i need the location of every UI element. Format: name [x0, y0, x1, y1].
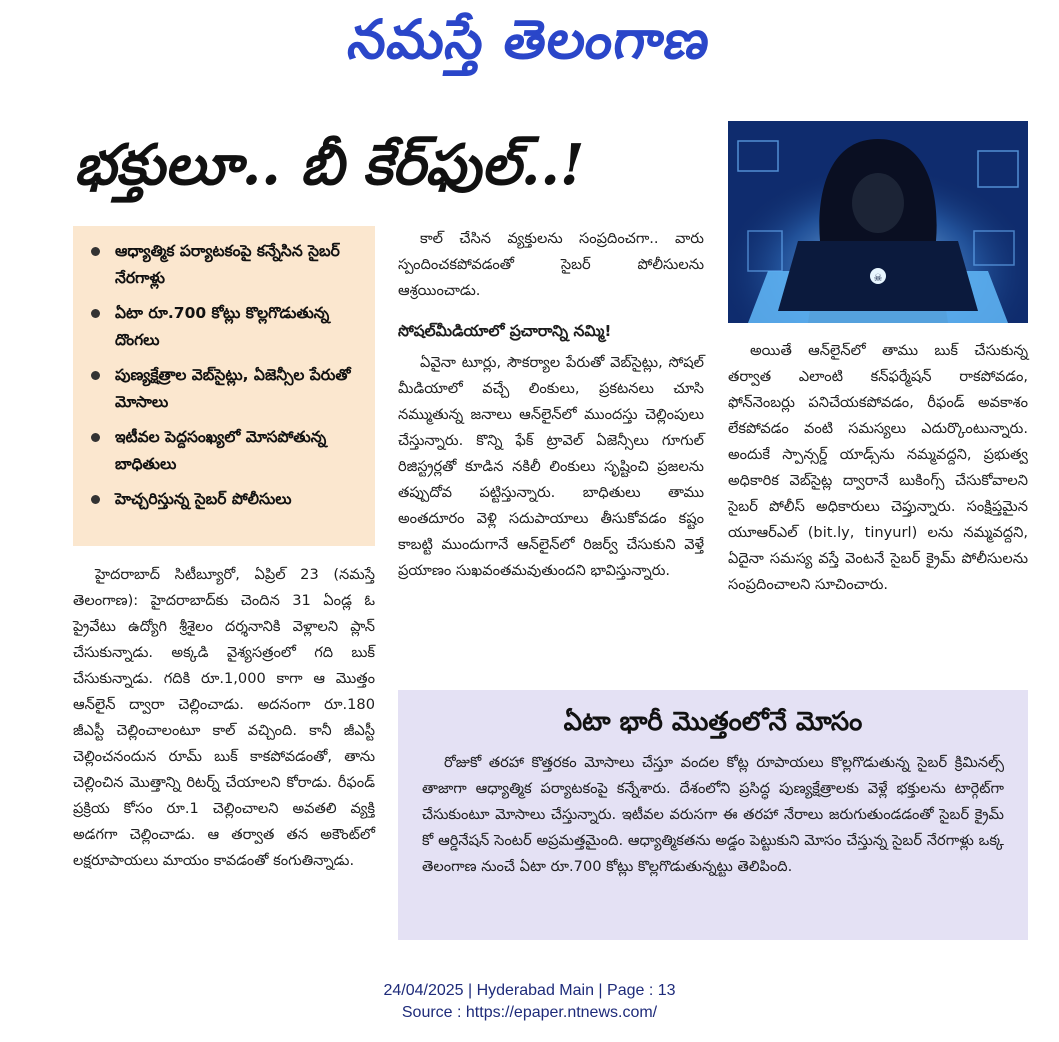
highlight-item: ఏటా రూ.700 కోట్లు కొల్లగొడుతున్న దొంగలు	[91, 300, 365, 354]
article-paragraph: అయితే ఆన్‌లైన్‌లో తాము బుక్ చేసుకున్న తర్వాత ఎలాంటి కన్‌ఫర్మేషన్ రాకపోవడం, ఫోన్‌నెంబర్లు పనిచేయకపోవడం, రీఫండ్ అవకాశం లేకపోవడం వంటి సమస్యలు ఎదుర్కొంటున్నారు. అందుకే స్పాన్సర్డ్ యాడ్స్‌ను నమ్మవద్దని, ప్రభుత్వ అధికారిక వెబ్‌సైట్ల ద్వారానే బుకింగ్స్ చేసుకోవాలని సైబర్ పోలీస్ అధికారులు చెప్తున్నారు. సంక్షిప్తమైన యూఆర్‌ఎల్ (bit.ly, tinyurl) లను నమ్మవద్దని, ఏదైనా సమస్య వస్తే వెంటనే సైబర్ క్రైమ్ పోలీసులను సంప్రదించాలని సూచించారు.	[728, 342, 1028, 593]
highlight-item: ఇటీవల పెద్దసంఖ్యలో మోసపోతున్న బాధితులు	[91, 424, 365, 478]
article-paragraph: ఏవైనా టూర్లు, సౌకర్యాల పేరుతో వెబ్‌సైట్లు, సోషల్ మీడియాలో వచ్చే లింకులు, ప్రకటనలు చూసి నమ్ముతున్న జనాలు ఆన్‌లైన్‌లో ముందస్తు చెల్లింపులు చేస్తున్నారు. కొన్ని ఫేక్ ట్రావెల్ ఏజెన్సీలు గూగుల్ రిజిస్ట్రర్లతో కూడిన నకిలీ లింకులు సృష్టించి ప్రజలను తప్పుదోవ పట్టిస్తున్నారు. బాధితులు తాము అంతదూరం వెళ్లి సదుపాయాలు తీసుకోవడం కష్టం కాబట్టి ముందుగానే ఆన్‌లైన్‌లో రిజర్వ్ చేసుకుని వెళ్తే ప్రయాణం సుఖవంతమవుతుందని భావిస్తున్నారు.	[398, 354, 704, 579]
bullet-icon	[91, 495, 100, 504]
article-paragraph: కాల్ చేసిన వ్యక్తులను సంప్రదించగా.. వారు స్పందించకపోవడంతో సైబర్ పోలీసులను ఆశ్రయించాడు.	[398, 230, 704, 299]
bullet-icon	[91, 309, 100, 318]
footer-source: Source : https://epaper.ntnews.com/	[401, 1004, 658, 1021]
highlight-item: హెచ్చరిస్తున్న సైబర్ పోలీసులు	[91, 486, 365, 513]
bullet-icon	[91, 371, 100, 380]
section-subheading: సోషల్‌మీడియాలో ప్రచారాన్ని నమ్మి!	[398, 322, 612, 340]
page-footer	[0, 980, 1059, 1024]
box-body	[422, 750, 1004, 880]
masthead-logo: నమస్తే తెలంగాణ	[344, 8, 715, 71]
hacker-photo	[728, 121, 1028, 323]
highlights-box	[73, 226, 375, 546]
hacker-illustration	[728, 121, 1028, 323]
article-column-3	[728, 338, 1028, 598]
article-headline: భక్తులూ.. బీ కేర్‌ఫుల్..!	[74, 132, 585, 198]
article-paragraph: హైదరాబాద్ సిటీబ్యూరో, ఏప్రిల్ 23 (నమస్తే తెలంగాణ): హైదరాబాద్‌కు చెందిన 31 ఏండ్ల ఓ ప్రైవేటు ఉద్యోగి శ్రీశైలం దర్శనానికి వెళ్లాలని ప్లాన్ చేసుకున్నాడు. అక్కడి వైశ్యసత్రంలో గది బుక్ చేసుకున్నాడు. గదికి రూ.1,000 కాగా ఆ మొత్తం ఆన్‌లైన్ ద్వారా చెల్లించాడు. అదనంగా రూ.180 జీఎస్టీ చెల్లించాలంటూ కాల్ వచ్చింది. కానీ జీఎస్టీ చెల్లించనందున రూమ్ బుక్ కాకపోవడంతో, తాను చెల్లించిన మొత్తాన్ని రిటర్న్ చేయాలని కోరాడు. రీఫండ్ ప్రక్రియ కోసం రూ.1 చెల్లించాలని అవతలి వ్యక్తి అడగగా చెల్లించాడు. ఆ తర్వాత తన అకౌంట్‌లో లక్షరూపాయలు మాయం కావడంతో కంగుతిన్నాడు.	[73, 566, 375, 869]
box-title: ఏటా భారీ మొత్తంలోనే మోసం	[563, 707, 863, 737]
footer-date-edition: 24/04/2025 | Hyderabad Main | Page : 13	[383, 982, 676, 999]
highlight-item: పుణ్యక్షేత్రాల వెబ్‌సైట్లు, ఏజెన్సీల పేరుతో మోసాలు	[91, 362, 365, 416]
bullet-icon	[91, 247, 100, 256]
highlight-item: ఆధ్యాత్మిక పర్యాటకంపై కన్నేసిన సైబర్ నేరగాళ్లు	[91, 238, 365, 292]
article-column-2	[398, 226, 704, 584]
svg-text:☠: ☠	[873, 273, 883, 284]
bullet-icon	[91, 433, 100, 442]
sidebar-story-box	[398, 690, 1028, 940]
article-paragraph: రోజుకో తరహా కొత్తరకం మోసాలు చేస్తూ వందల కోట్ల రూపాయలు కొల్లగొడుతున్న సైబర్ క్రిమినల్స్ తాజాగా ఆధ్యాత్మిక పర్యాటకంపై కన్నేశారు. దేశంలోని ప్రసిద్ధ పుణ్యక్షేత్రాలకు వెళ్లే భక్తులను టార్గెట్‌గా చేసుకుంటూ మోసాలు చేస్తున్నారు. ఇటీవల వరుసగా ఈ తరహా నేరాలు జరుగుతుండడంతో సైబర్ క్రైమ్ కో ఆర్డినేషన్ సెంటర్ అప్రమత్తమైంది. ఆధ్యాత్మికతను అడ్డం పెట్టుకుని మోసం చేస్తున్న సైబర్ నేరగాళ్లు ఒక్క తెలంగాణ నుంచే ఏటా రూ.700 కోట్లు కొల్లగొడుతున్నట్టు తెలిపింది.	[422, 754, 1004, 875]
article-column-1	[73, 562, 375, 874]
